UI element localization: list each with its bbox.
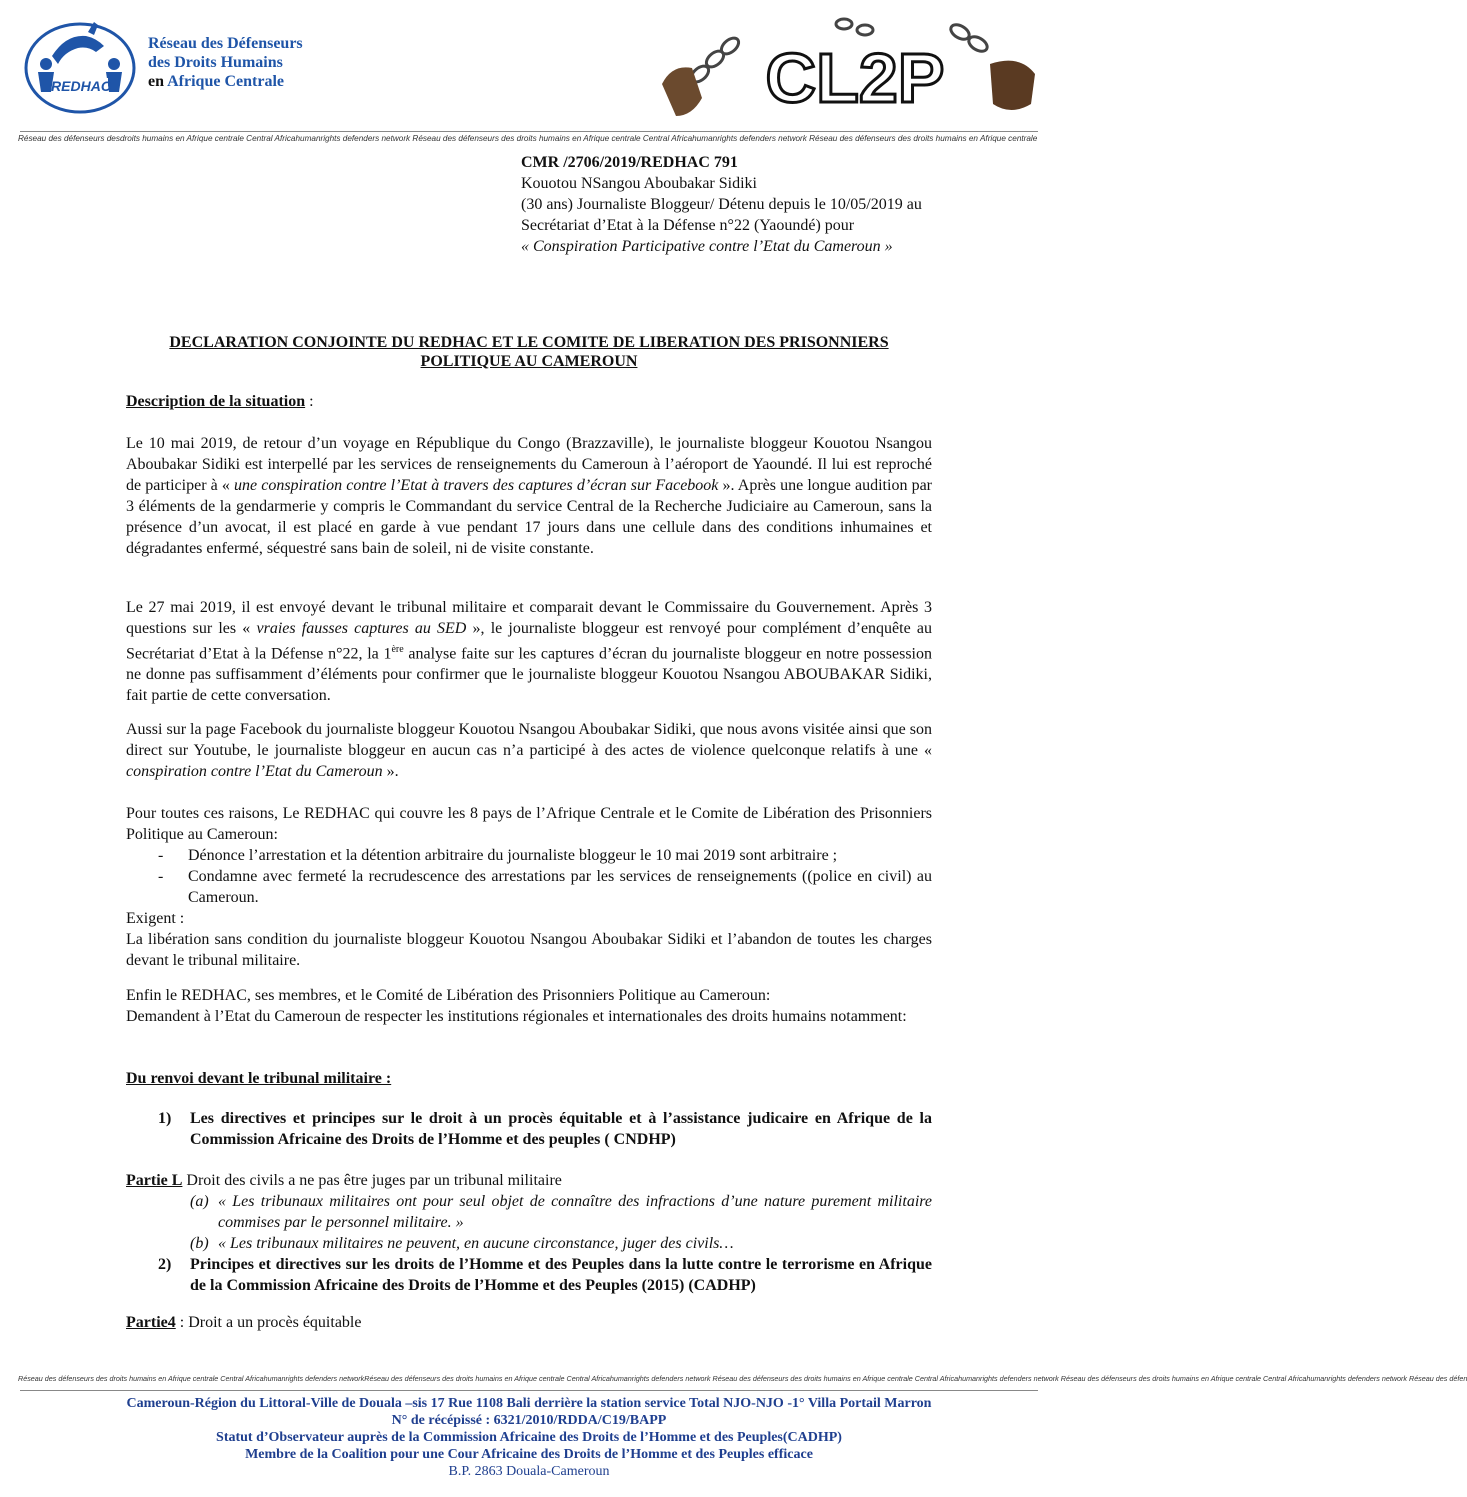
list-item: - Condamne avec fermeté la recrudescence des arrestations par les services de renseignements ((police en civil) au Cameroun.	[158, 868, 932, 906]
list-item: (a) « Les tribunaux militaires ont pour seul objet de connaître des infractions d’une nature purement militaire commises par le personnel militaire. »	[190, 1193, 932, 1231]
partie-l-heading: Partie L Droit des civils a ne pas être juges par un tribunal militaire	[126, 1172, 562, 1189]
reference-detail-1: (30 ans) Journaliste Bloggeur/ Détenu depuis le 10/05/2019 au	[521, 196, 922, 213]
org-line-3: en Afrique Centrale	[148, 73, 284, 90]
header-tagline-band: Réseau des défenseurs desdroits humains en Afrique centrale Central Africahumanrights defenders network Réseau des défenseurs des droits humains en Afrique centrale Central Africahumanrights defenders network Réseau des défenseurs des droits humains en Afrique centrale	[18, 134, 1038, 143]
denunciation-list	[126, 845, 932, 908]
footer-line-2: N° de récépissé : 6321/2010/RDDA/C19/BAPP	[391, 1413, 667, 1428]
footer-line-3: Statut d’Observateur auprès de la Commission Africaine des Droits de l’Homme et des Peuples(CADHP)	[216, 1430, 842, 1445]
organisation-name	[148, 34, 303, 91]
org-line-1: Réseau des Défenseurs	[148, 35, 303, 52]
footer-address	[0, 1395, 1058, 1480]
logo-left-text: REDHAC	[51, 78, 111, 94]
org-line-2: des Droits Humains	[148, 54, 283, 71]
exigent-label: Exigent :	[126, 910, 185, 927]
section-heading-renvoi: Du renvoi devant le tribunal militaire :	[126, 1070, 392, 1087]
paragraph-2: Le 27 mai 2019, il est envoyé devant le tribunal militaire et comparait devant le Commissaire du Gouvernement. Après 3 questions sur les « vraies fausses captures au SED », le journaliste bloggeur est renvoyé pour complément d’enquête au Secrétariat d’Etat à la Défense n°22, la 1ère analyse faite sur les captures d’écran du journaliste bloggeur en notre possession ne donne pas suffisamment d’éléments pour confirmer que le journaliste bloggeur Kouotou Nsangou ABOUBAKAR Sidiki, fait partie de cette conversation.	[126, 599, 932, 705]
title-line-1: DECLARATION CONJOINTE DU REDHAC ET LE COMITE DE LIBERATION DES PRISONNIERS	[169, 334, 889, 351]
paragraph-6-rest: Demandent à l’Etat du Cameroun de respecter les institutions régionales et internationales des droits humains notamment:	[126, 1008, 907, 1025]
header-divider	[20, 131, 1038, 132]
list-item: - Dénonce l’arrestation et la détention arbitraire du journaliste bloggeur le 10 mai 2019 sont arbitraire ;	[158, 847, 838, 864]
paragraph-6	[126, 985, 932, 1027]
document-title	[60, 333, 998, 371]
reference-block	[521, 152, 1031, 257]
footer-tagline-band: Réseau des défenseurs des droits humains en Afrique centrale Central Africahumanrights defenders networkRéseau des défenseurs des droits humains en Afrique centrale Central Africahumanrights defenders network Réseau des défenseurs des droits humains en Afrique centrale Central Africahumanrights defenders network Réseau des défenseurs des droits humains en Afrique centrale Central Africahumanrights defenders network Réseau des défen	[18, 1374, 1467, 1383]
list-item: (b) « Les tribunaux militaires ne peuvent, en aucune circonstance, juger des civils…	[190, 1235, 734, 1252]
reference-charge: « Conspiration Participative contre l’Etat du Cameroun »	[521, 238, 893, 255]
paragraph-4	[126, 803, 932, 971]
redhac-logo	[22, 18, 137, 118]
reference-detail-2: Secrétariat d’Etat à la Défense n°22 (Yaoundé) pour	[521, 217, 855, 234]
paragraph-1: Le 10 mai 2019, de retour d’un voyage en République du Congo (Brazzaville), le journaliste bloggeur Kouotou Nsangou Aboubakar Sidiki est interpellé par les services de renseignements du Cameroun à l’aéroport de Yaoundé. Il lui est reproché de participer à « une conspiration contre l’Etat à travers des captures d’écran sur Facebook ». Après une longue audition par 3 éléments de la gendarmerie y compris le Commandant du service Central de la Recherche Judiciaire au Cameroun, sans la présence d’un avocat, il est placé en garde à vue pendant 17 jours dans une cellule dans des conditions inhumaines et dégradantes enfermé, séquestré sans bain de soleil, ni de visite constante.	[126, 435, 932, 557]
footer-line-4: Membre de la Coalition pour une Cour Africaine des Droits de l’Homme et des Peuples efficace	[245, 1447, 813, 1462]
paragraph-4-intro: Pour toutes ces raisons, Le REDHAC qui couvre les 8 pays de l’Afrique Centrale et le Comite de Libération des Prisonniers Politique au Cameroun:	[126, 805, 932, 843]
logo-right-text: CL2P	[765, 39, 945, 117]
reference-code: CMR /2706/2019/REDHAC 791	[521, 154, 738, 171]
partie-4-heading: Partie4 : Droit a un procès équitable	[126, 1314, 362, 1331]
cl2p-logo	[660, 4, 1045, 122]
paragraph-3: Aussi sur la page Facebook du journaliste bloggeur Kouotou Nsangou Aboubakar Sidiki, que nous avons visitée ainsi que son direct sur Youtube, le journaliste bloggeur en aucun cas n’a participé à des actes de violence quelconque relatifs à une « conspiration contre l’Etat du Cameroun ».	[126, 721, 932, 780]
footer-divider	[20, 1390, 1038, 1391]
partie-l-block	[126, 1170, 932, 1296]
title-line-2: POLITIQUE AU CAMEROUN	[420, 353, 638, 370]
footer-line-1: Cameroun-Région du Littoral-Ville de Douala –sis 17 Rue 1108 Bali derrière la station service Total NJO-NJO -1° Villa Portail Marron	[126, 1396, 932, 1411]
paragraph-5: La libération sans condition du journaliste bloggeur Kouotou Nsangou Aboubakar Sidiki et l’abandon de toutes les charges devant le tribunal militaire.	[126, 931, 932, 969]
footer-line-5: B.P. 2863 Douala-Cameroun	[448, 1464, 610, 1479]
directive-item-2: 2) Principes et directives sur les droits de l’Homme et des Peuples dans la lutte contre le terrorisme en Afrique de la Commission Africaine des Droits de l’Homme et des Peuples (2015) (CADHP)	[158, 1256, 932, 1294]
reference-name: Kouotou NSangou Aboubakar Sidiki	[521, 175, 757, 192]
section-heading-description: Description de la situation :	[126, 393, 314, 410]
paragraph-6-line-1: Enfin le REDHAC, ses membres, et le Comité de Libération des Prisonniers Politique au Cameroun:	[126, 987, 771, 1004]
directive-item-1: 1) Les directives et principes sur le droit à un procès équitable et à l’assistance judicaire en Afrique de la Commission Africaine des Droits de l’Homme et des peuples ( CNDHP)	[158, 1110, 932, 1148]
